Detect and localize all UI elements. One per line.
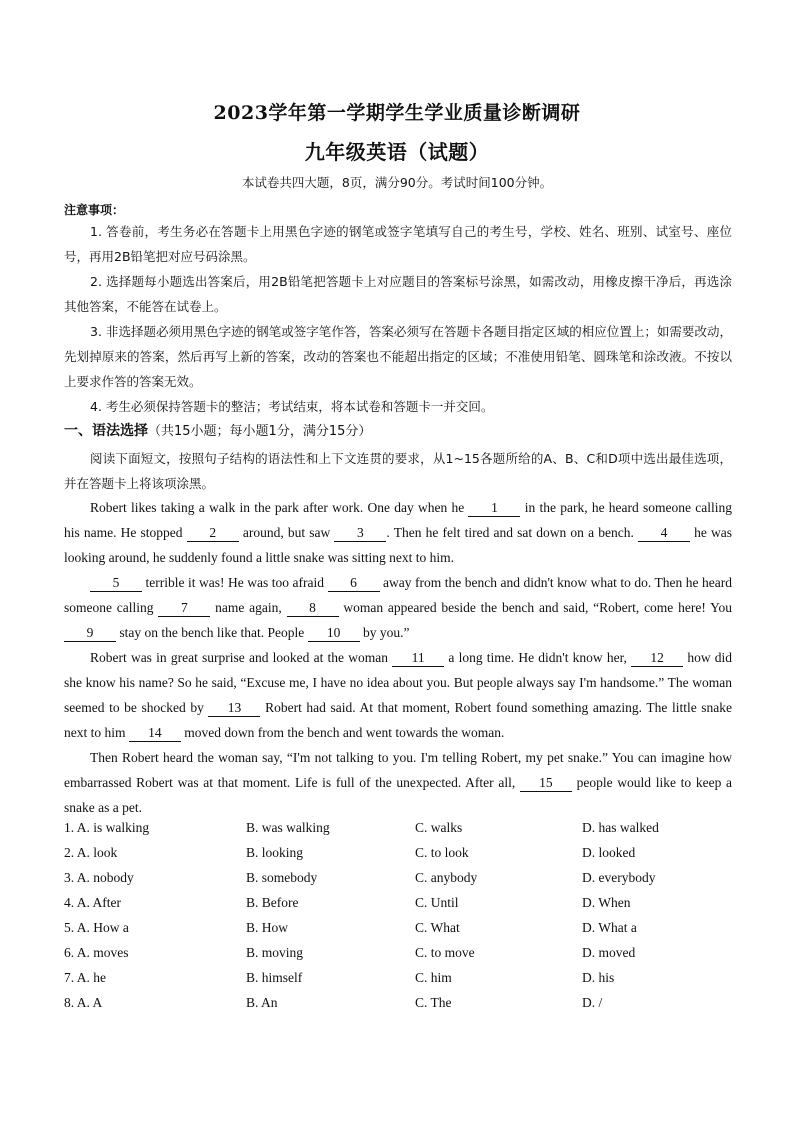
section-heading <box>64 420 371 440</box>
passage-text: people would like to keep a snake as a pet. <box>64 775 733 815</box>
passage-text: in the park, he heard someone calling his name. He stopped <box>64 500 732 540</box>
passage-text: Robert likes taking a walk in the park after work. One day when he <box>90 500 465 515</box>
question-options-row <box>64 970 732 995</box>
passage-text: by you.” <box>362 625 410 640</box>
passage-paragraph <box>64 495 732 570</box>
passage-paragraph <box>64 645 732 745</box>
option-d: D. looked <box>582 845 636 860</box>
answer-blank-15: 15 <box>520 775 572 792</box>
question-options-row <box>64 870 732 895</box>
option-c: C. What <box>415 920 460 935</box>
passage-text: a long time. He didn't know her, <box>448 650 627 665</box>
answer-blank-13: 13 <box>208 700 260 717</box>
option-d: D. When <box>582 895 631 910</box>
option-a: 7. A. he <box>64 970 106 985</box>
question-options-row <box>64 995 732 1020</box>
option-b: B. somebody <box>246 870 318 885</box>
option-b: B. was walking <box>246 820 330 835</box>
answer-blank-11: 11 <box>392 650 444 667</box>
question-options-row <box>64 945 732 970</box>
passage-text: Robert was in great surprise and looked at the woman <box>90 650 388 665</box>
answer-blank-12: 12 <box>631 650 683 667</box>
notes-heading: 注意事项： <box>64 203 125 217</box>
option-b: B. moving <box>246 945 304 960</box>
option-a: 1. A. is walking <box>64 820 150 835</box>
option-d: D. his <box>582 970 615 985</box>
option-c: C. Until <box>415 895 459 910</box>
option-d: D. everybody <box>582 870 656 885</box>
option-c: C. anybody <box>415 870 478 885</box>
option-a: 2. A. look <box>64 845 118 860</box>
option-c: C. to move <box>415 945 475 960</box>
passage-text: woman appeared beside the bench and said, “Robert, come here! You <box>343 600 733 615</box>
exam-title: 2023学年第一学期学生学业质量诊断调研 <box>213 102 581 124</box>
answer-options <box>64 820 732 1020</box>
answer-blank-6: 6 <box>328 575 380 592</box>
answer-blank-5: 5 <box>90 575 142 592</box>
section-scoring: （共15小题；每小题1分，满分15分） <box>148 424 372 439</box>
section-instructions: 阅读下面短文，按照句子结构的语法性和上下文连贯的要求，从1~15各题所给的A、B、C和D项中选出最佳选项，并在答题卡上将该项涂黑。 <box>64 451 732 491</box>
answer-blank-14: 14 <box>129 725 181 742</box>
question-options-row <box>64 895 732 920</box>
option-d: D. has walked <box>582 820 659 835</box>
passage-paragraph <box>64 570 732 645</box>
option-a: 6. A. moves <box>64 945 129 960</box>
note-item: 4. 考生必须保持答题卡的整洁；考试结束，将本试卷和答题卡一并交回。 <box>90 399 494 414</box>
answer-blank-2: 2 <box>187 525 239 542</box>
question-options-row <box>64 845 732 870</box>
option-a: 4. A. After <box>64 895 121 910</box>
option-b: B. looking <box>246 845 304 860</box>
answer-blank-1: 1 <box>468 500 520 517</box>
option-d: D. What a <box>582 920 637 935</box>
passage-text: moved down from the bench and went towards the woman. <box>184 725 505 740</box>
passage-text: terrible it was! He was too afraid <box>145 575 324 590</box>
passage-text: stay on the bench like that. People <box>119 625 305 640</box>
exam-subtitle: 九年级英语（试题） <box>304 140 490 164</box>
option-b: B. himself <box>246 970 303 985</box>
option-d: D. / <box>582 995 603 1010</box>
option-b: B. How <box>246 920 289 935</box>
passage-text: away from the bench and didn't know what to do. Then he heard someone calling <box>64 575 733 615</box>
option-b: B. Before <box>246 895 299 910</box>
passage-text: Then Robert heard the woman say, “I'm not talking to you. I'm telling Robert, my pet snake.” You can imagine how embarrassed Robert was at that moment. Life is full of the unexpected. After all, <box>64 750 732 790</box>
option-b: B. An <box>246 995 278 1010</box>
option-c: C. walks <box>415 820 463 835</box>
notes-list <box>64 219 732 419</box>
answer-blank-10: 10 <box>308 625 360 642</box>
reading-passage <box>64 495 732 820</box>
passage-text: how did she know his name? So he said, “Excuse me, I have no idea about you. But people always say I'm handsome.” The woman seemed to be shocked by <box>64 650 733 715</box>
exam-info: 本试卷共四大题，8页，满分90分。考试时间100分钟。 <box>241 175 553 190</box>
passage-text: name again, <box>215 600 282 615</box>
answer-blank-9: 9 <box>64 625 116 642</box>
note-item: 1. 答卷前，考生务必在答题卡上用黑色字迹的钢笔或签字笔填写自己的考生号，学校、姓名、班别、试室号、座位号，再用2B铅笔把对应号码涂黑。 <box>64 224 732 264</box>
question-options-row <box>64 920 732 945</box>
option-c: C. The <box>415 995 452 1010</box>
passage-text: . Then he felt tired and sat down on a bench. <box>386 525 634 540</box>
answer-blank-8: 8 <box>287 600 339 617</box>
question-options-row <box>64 820 732 845</box>
note-item: 3. 非选择题必须用黑色字迹的钢笔或签字笔作答，答案必须写在答题卡各题目指定区域的相应位置上；如需要改动，先划掉原来的答案，然后再写上新的答案，改动的答案也不能超出指定的区域；不准使用铅笔、圆珠笔和涂改液。不按以上要求作答的答案无效。 <box>64 324 732 389</box>
section-title: 一、语法选择 <box>64 423 148 439</box>
answer-blank-7: 7 <box>158 600 210 617</box>
passage-text: Robert had said. At that moment, Robert found something amazing. The little snake next to him <box>64 700 733 740</box>
option-c: C. to look <box>415 845 469 860</box>
note-item: 2. 选择题每小题选出答案后，用2B铅笔把答题卡上对应题目的答案标号涂黑，如需改动，用橡皮擦干净后，再选涂其他答案，不能答在试卷上。 <box>64 274 732 314</box>
option-c: C. him <box>415 970 452 985</box>
passage-text: around, but saw <box>242 525 331 540</box>
answer-blank-3: 3 <box>334 525 386 542</box>
passage-text: he was looking around, he suddenly found a little snake was sitting next to him. <box>64 525 733 565</box>
option-a: 3. A. nobody <box>64 870 134 885</box>
option-a: 8. A. A <box>64 995 103 1010</box>
option-a: 5. A. How a <box>64 920 129 935</box>
option-d: D. moved <box>582 945 636 960</box>
answer-blank-4: 4 <box>638 525 690 542</box>
passage-paragraph <box>64 745 732 820</box>
